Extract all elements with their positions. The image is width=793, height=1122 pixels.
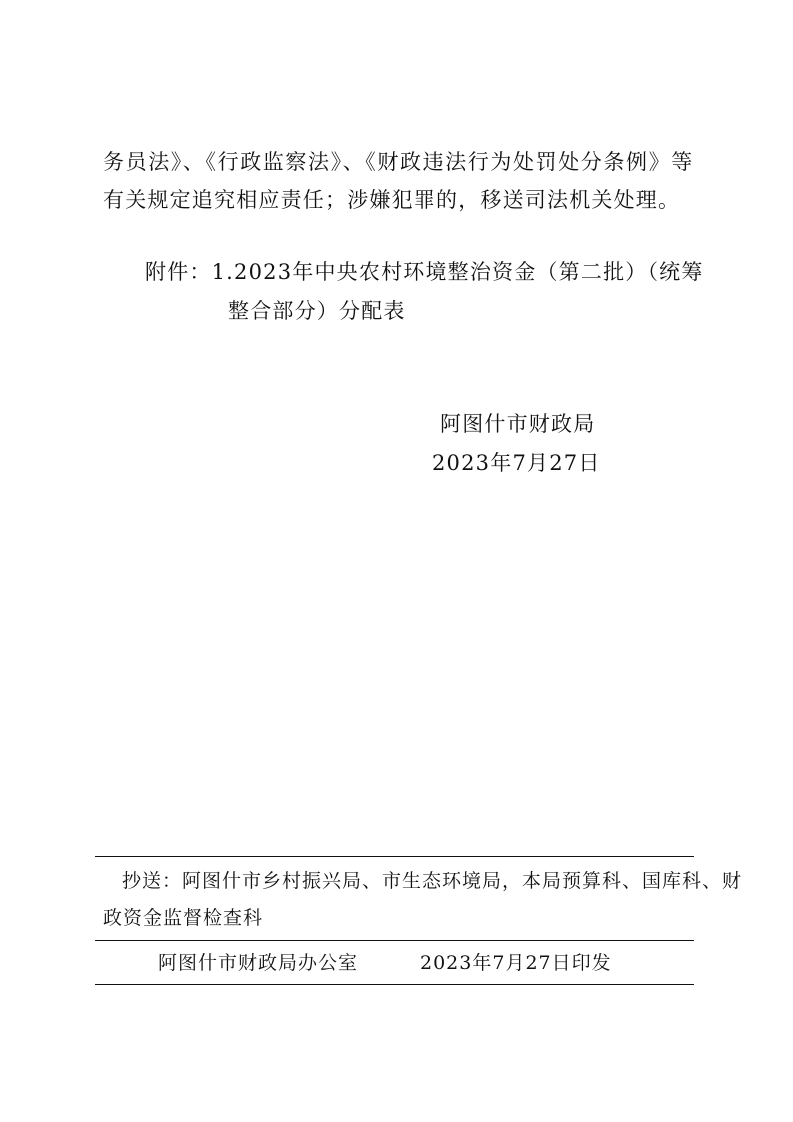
attachment-line-2: 整合部分）分配表: [228, 299, 406, 323]
cc-line-2: 政资金监督检查科: [103, 907, 264, 929]
print-date: 2023年7月27日印发: [420, 952, 612, 974]
cc-line-1: 抄送：阿图什市乡村振兴局、市生态环境局，本局预算科、国库科、财: [122, 870, 743, 892]
footer-middle-rule: [95, 940, 694, 941]
footer-top-rule: [95, 856, 694, 857]
footer-bottom-rule: [95, 984, 694, 985]
body-paragraph-line-2: 有关规定追究相应责任；涉嫌犯罪的，移送司法机关处理。: [103, 188, 681, 212]
issuing-office: 阿图什市财政局办公室: [158, 952, 359, 974]
attachment-line-1: 附件：1.2023年中央农村环境整治资金（第二批）（统筹: [145, 260, 704, 284]
body-paragraph-line-1: 务员法》、《行政监察法》、《财政违法行为处罚处分条例》等: [103, 150, 694, 174]
signature-date: 2023年7月27日: [432, 451, 601, 475]
signature-organization: 阿图什市财政局: [440, 412, 596, 436]
